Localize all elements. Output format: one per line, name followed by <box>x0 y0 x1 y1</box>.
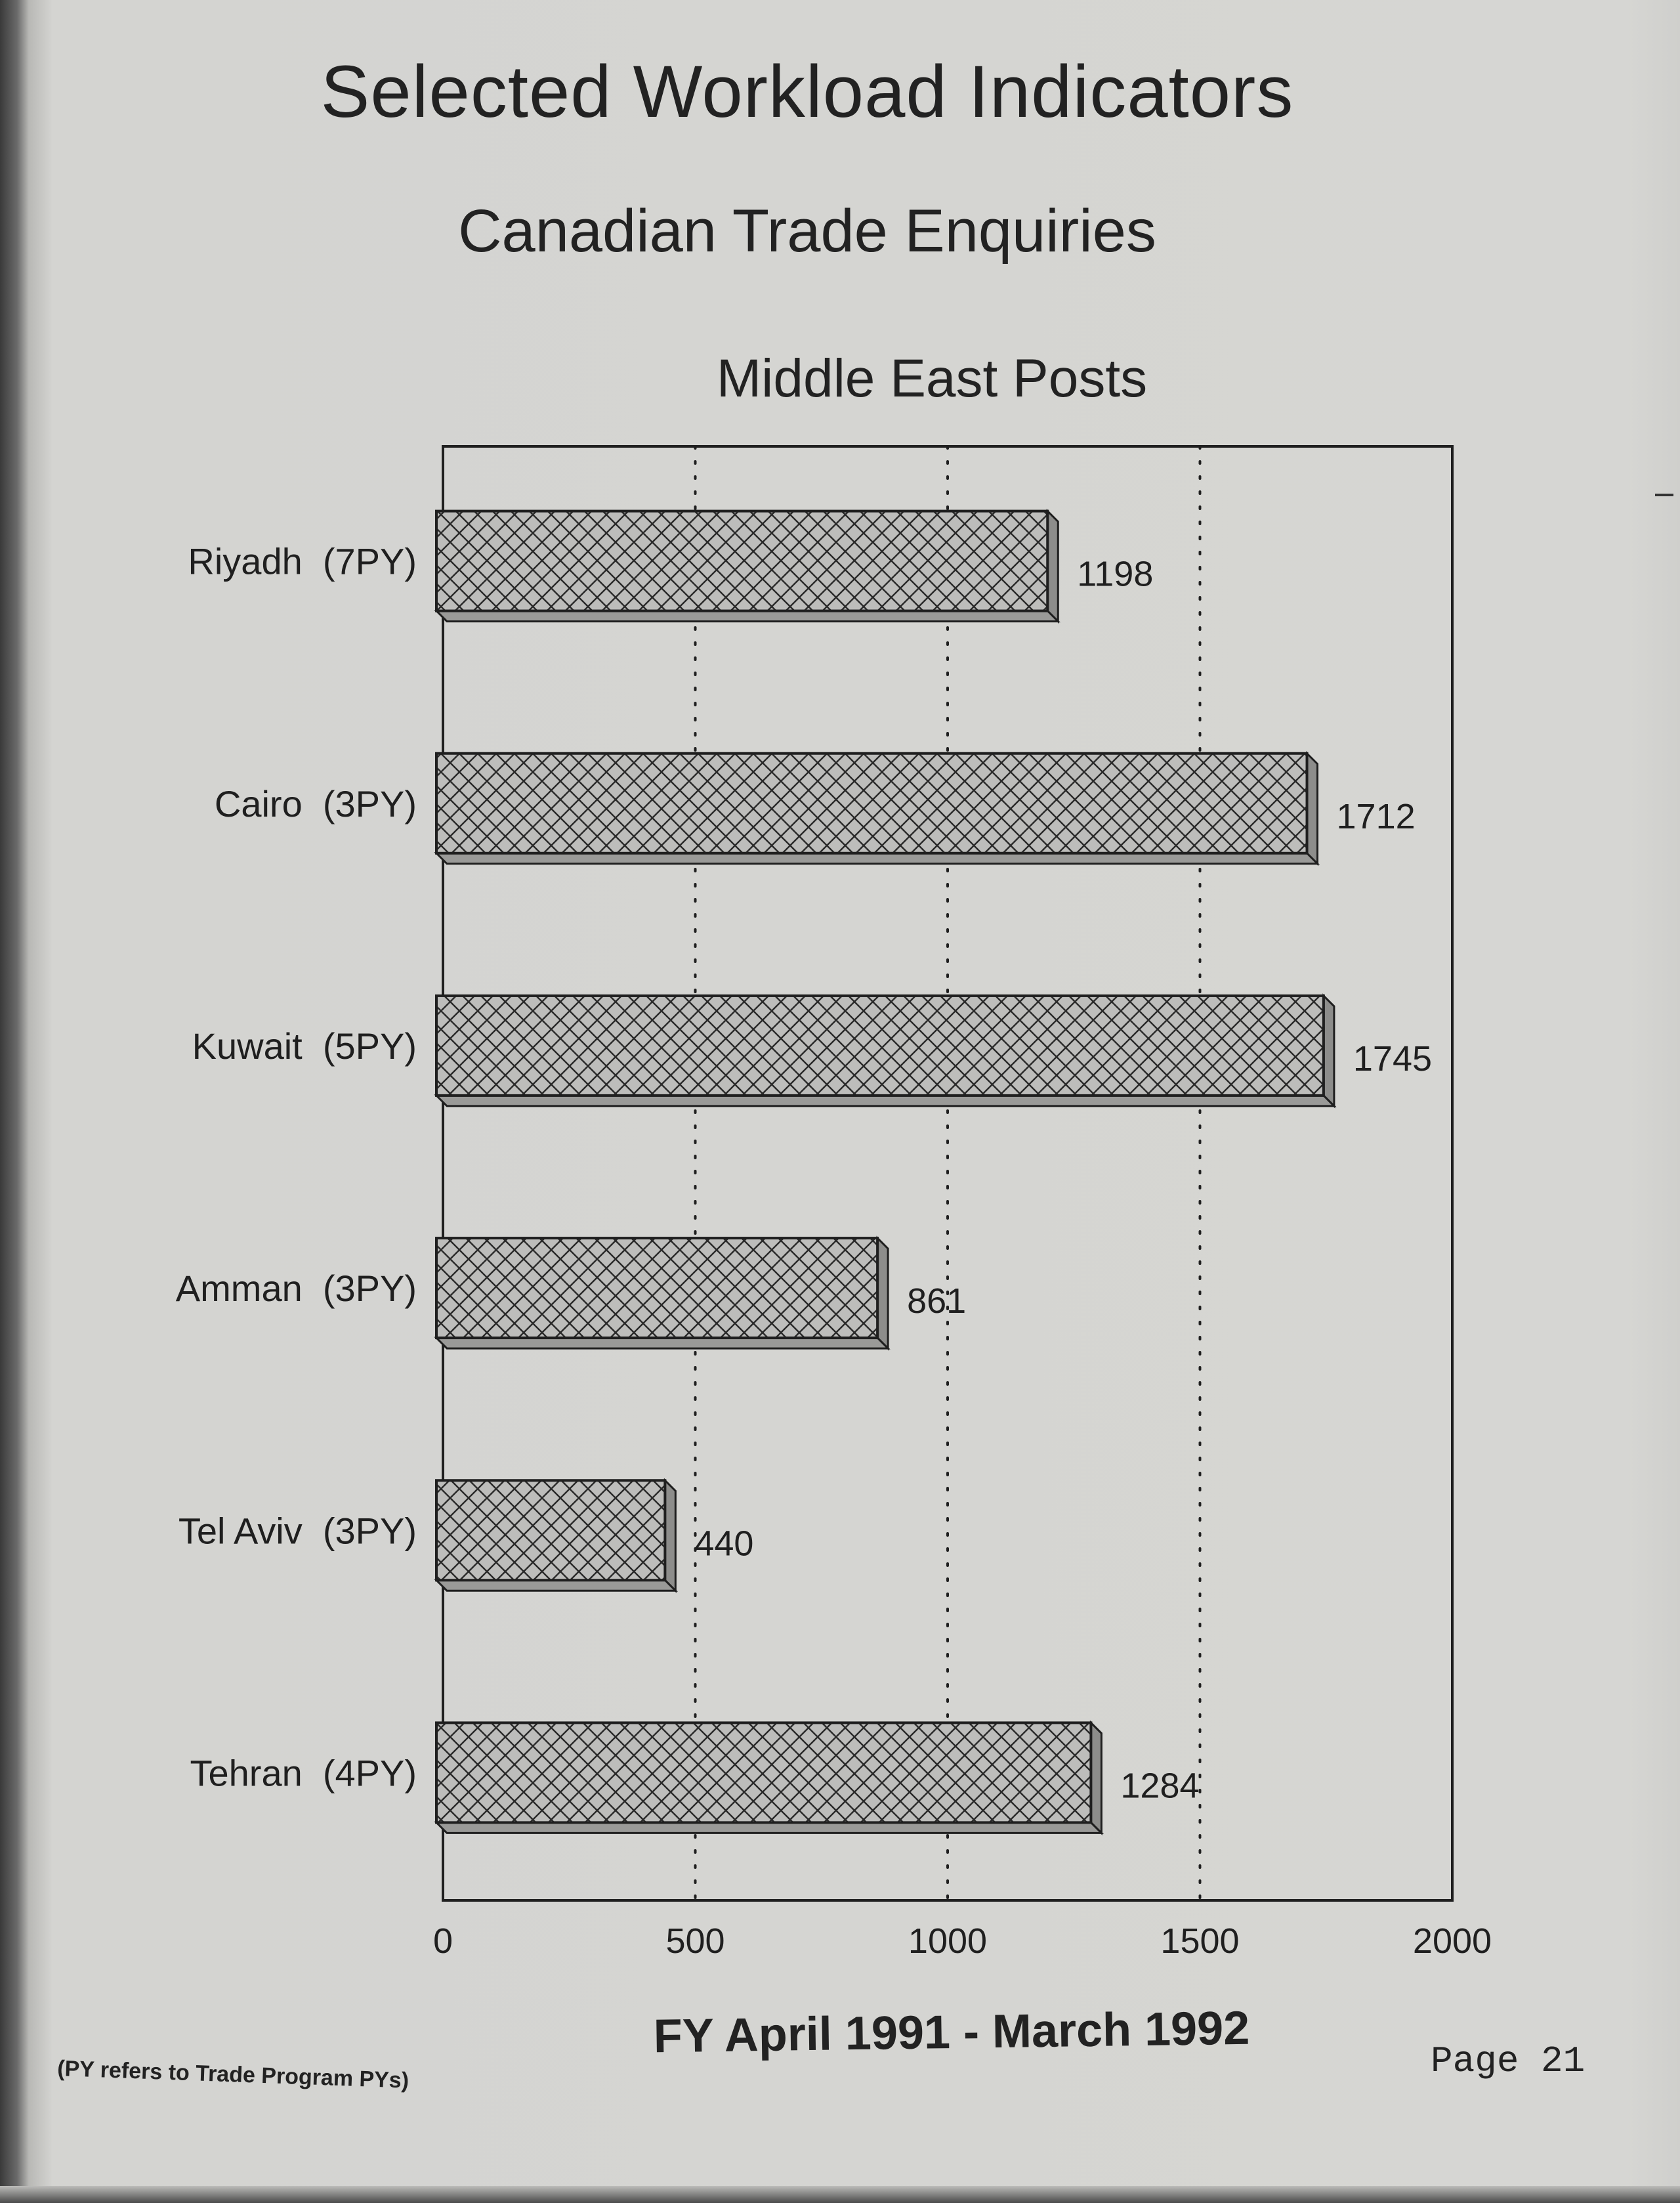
bar-side <box>1091 1722 1101 1833</box>
data-label: 1712 <box>1336 796 1416 836</box>
data-label: 1198 <box>1077 554 1154 594</box>
bar-bottom <box>436 853 1318 864</box>
footnote: (PY refers to Trade Program PYs) <box>56 2056 410 2093</box>
bar-bottom <box>436 1338 888 1348</box>
x-tick-label: 1500 <box>1160 1921 1240 1961</box>
data-label: 1284 <box>1120 1766 1200 1806</box>
chart-title: Middle East Posts <box>716 349 1148 408</box>
bar-side <box>665 1480 675 1591</box>
category-label: Cairo (3PY) <box>214 782 417 824</box>
category-label: Tel Aviv (3PY) <box>178 1510 417 1552</box>
category-label: Amman (3PY) <box>175 1268 417 1310</box>
bar <box>436 754 1307 853</box>
bar-side <box>1307 754 1318 864</box>
bar <box>436 996 1324 1096</box>
data-label: 440 <box>694 1524 754 1564</box>
category-label: Tehran (4PY) <box>190 1752 417 1794</box>
x-tick-label: 1000 <box>908 1921 988 1961</box>
bar-bottom <box>436 1096 1334 1106</box>
category-label: Riyadh (7PY) <box>188 540 417 582</box>
page-title: Selected Workload Indicators <box>320 51 1294 133</box>
page-subtitle: Canadian Trade Enquiries <box>458 198 1156 265</box>
bar-side <box>877 1238 888 1348</box>
bar <box>436 1722 1091 1822</box>
bar <box>436 1238 877 1338</box>
bar-bottom <box>436 1822 1101 1833</box>
fiscal-period: FY April 1991 - March 1992 <box>653 2001 1250 2063</box>
bar-side <box>1324 996 1334 1106</box>
bar-side <box>1047 511 1058 622</box>
x-tick-label: 0 <box>432 1921 453 1961</box>
bar-bottom <box>436 611 1058 622</box>
data-label: 861 <box>907 1281 967 1321</box>
bar <box>436 511 1047 611</box>
category-label: Kuwait (5PY) <box>192 1025 417 1067</box>
data-label: 1745 <box>1353 1038 1433 1079</box>
page-number: Page 21 <box>1431 2040 1586 2082</box>
bar <box>436 1480 665 1580</box>
x-tick-label: 500 <box>665 1921 725 1961</box>
bar-bottom <box>436 1580 675 1591</box>
x-tick-label: 2000 <box>1412 1921 1492 1961</box>
